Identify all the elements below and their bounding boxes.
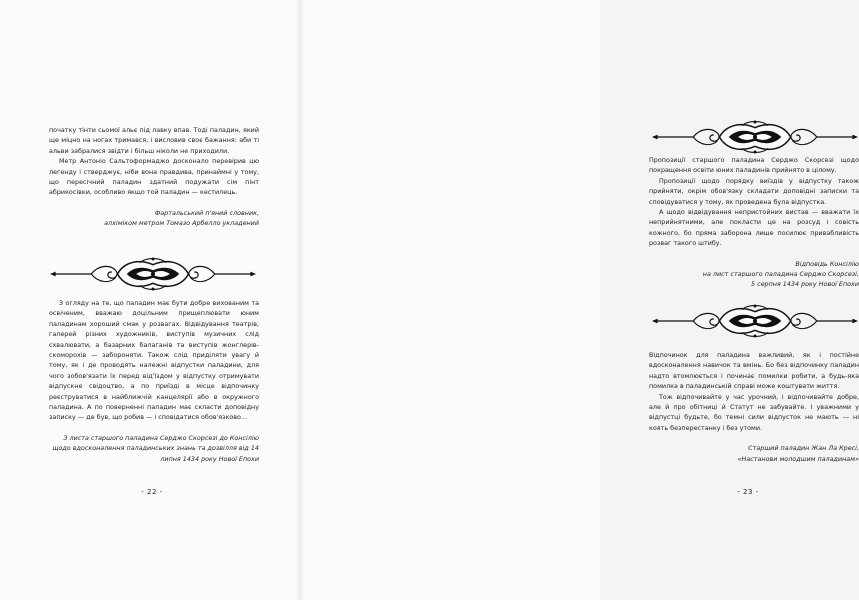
right-paragraph-5: Тож відпочивайте у час урочний, і відпочивайте добре, але й про обітниці й Статут не забувайте. І уважними у відпустці будьте, бо темні сили відпусток не мають — ні коять безперестанку і без утоми. [649, 392, 859, 432]
left-paragraph-3: З огляду на те, що паладин має бути добре вихованим та освіченим, вважаю доцільним прищеплювати юним паладинам хороший смак у розвагах. Відвідування театрів, галерей різних художників, виступів музичних слід схвалювати, а базарних балаганів та виступів жонглерів-скоморохів — забороняти. Також слід приділяти увагу й тому, як і де проводять належні відпустки паладини, для чого зобов'язати їх перед від'їздом у відпустку отримувати відпускне свідоцтво, а по приїзді в місце відпочинку реєструватися в найближчій канцелярії або в окружного паладина. А по поверненні паладин має скласти доповідну записку — де був, що робив — і сповідатися обов'язково... [49, 299, 259, 422]
right-source-reply-date: 5 серпня 1434 року Нової Епохи [750, 280, 859, 289]
right-top-block [649, 155, 859, 290]
right-paragraph-4: Відпочинок для паладина важливий, як і постійне вдосконалення навичок та вмінь. Бо без відпочинку паладин надто втомлюється і починає помилки робити, а будь-яка помилка в паладинській справі може коштувати життя. [649, 351, 859, 391]
left-source-author: алхіміком метром Томазо Арбелло укладений [104, 219, 259, 228]
right-paragraph-1: Пропозиції старшого паладина Серджо Скорсезі щодо покращення освіти юних паладинів прийнято в цілому. [649, 156, 859, 175]
decorative-ornament-icon [652, 302, 858, 340]
right-paragraph-3: А щодо відвідування непристойних вистав — вважати їх неприйнятними, але покласти це на розсуд і совість кожного, бо пряма заборона лише посилює привабливість розваг такого штибу. [649, 208, 859, 248]
right-source-author: Старший паладин Жан Ла Кресі, [748, 444, 859, 453]
page-number-right: - 23 - [737, 488, 759, 496]
page-number-left: - 22 - [141, 488, 163, 496]
left-source-title: Фартальський п'яний словник, [154, 208, 259, 217]
right-source-book: «Настанови молодшим паладинам» [737, 454, 859, 463]
right-source-reply-line2: на лист старшого паладина Серджо Скорсезі, [702, 270, 859, 279]
book-gutter [296, 0, 304, 600]
left-bottom-block [49, 298, 259, 464]
right-source-reply: Відповідь Консілію [795, 259, 859, 268]
left-page [0, 0, 300, 600]
decorative-ornament-icon [50, 255, 256, 293]
right-bottom-block [649, 350, 859, 464]
decorative-ornament-icon [652, 118, 858, 156]
right-page [300, 0, 859, 600]
left-paragraph-2: Метр Антоніо Сальтоформаджо досконало перевірив цю легенду і стверджує, ніби вона правдива, принаймні у тому, що пересічний паладин здатний подужати сім пінт абрикосівки, особливо якщо той паладин — кестилець. [49, 157, 259, 197]
left-top-block [49, 125, 259, 229]
left-source-letter: З листа старшого паладина Серджо Скорсезі до Консілію щодо вдосконалення паладинських знань та дозвілля від 14 липня 1434 року Нової Епохи [52, 433, 259, 463]
right-paragraph-2: Пропозиції щодо порядку виїздів у відпустку також прийняти, окрім обов'язку складати доповідні записки та сповідуватися у тому, як проведена була відпустка. [649, 176, 859, 206]
left-paragraph-1: початку тінти сьомої альє під лавку впав. Тоді паладин, який ще міцно на ногах тримався, і висловив своє бажання: аби ті альви забралися звідти і більш ніколи не приходили. [49, 126, 259, 155]
